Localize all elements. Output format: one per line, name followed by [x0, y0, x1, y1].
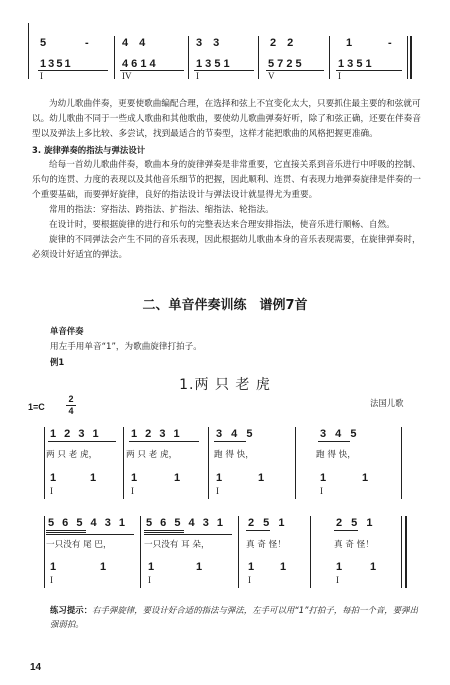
paragraph: 旋律的不同弹法会产生不同的音乐表现，因此根据幼儿歌曲本身的音乐表现需要，在旋律弹奏时，必须设计好适宜的弹法。 — [32, 235, 421, 260]
paragraph: 为幼儿歌曲伴奏，更要使歌曲编配合理，在选择和弦上不宜变化太大，只要抓住最主要的和弦就可以。幼儿歌曲不同于一些成人歌曲和其他歌曲，要使幼儿歌曲弹奏好听，除了和弦正确，还要在伴奏音型以及弹法上多比较、多尝试，找到最适合的节奏型，这样才能把歌曲的风格把握更准确。 — [32, 99, 421, 139]
bass-note: 1 — [248, 561, 255, 573]
sub-heading: 单音伴奏 — [50, 326, 84, 336]
melody-note: - — [85, 37, 89, 49]
lyric: 跑 得 快， — [316, 450, 356, 460]
composer: 法国儿歌 — [370, 398, 404, 408]
melody-note: 4 4 — [122, 37, 146, 49]
lyric: 一只没有 耳 朵， — [144, 540, 210, 550]
section-title: 二、单音伴奏训练 谱例7首 — [142, 298, 308, 313]
melody-note: 2 5 1 — [248, 517, 285, 529]
bass-notes: 1 3 5 1 — [40, 58, 71, 70]
bass-note: 1 — [50, 472, 57, 484]
melody-note: 1 2 3 1 — [131, 428, 180, 440]
bass-notes: 5 7 2 5 — [268, 58, 302, 70]
bass-note: 1 — [336, 561, 343, 573]
melody-note: 2 2 — [270, 37, 294, 49]
bass-note: 1 — [362, 472, 369, 484]
melody-note: 2 5 1 — [336, 517, 373, 529]
chord-symbol: I — [50, 575, 53, 585]
page-number: 14 — [30, 662, 42, 673]
lyric: 两 只 老 虎， — [46, 450, 98, 460]
bass-note: 1 — [100, 561, 107, 573]
song-title: 1.两 只 老 虎 — [179, 377, 271, 393]
melody-note: - — [388, 37, 392, 49]
lyric: 跑 得 快， — [214, 450, 254, 460]
bass-notes: 1 3 5 1 — [196, 58, 230, 70]
lyric: 真 奇 怪！ — [246, 540, 286, 550]
bass-note: 1 — [131, 472, 138, 484]
bass-note: 1 — [174, 472, 181, 484]
paragraph: 给每一首幼儿歌曲伴奏，歌曲本身的旋律弹奏是非常重要，它直接关系到音乐进行中呼吸的控制、乐句的连贯、力度的表现以及其他音乐细节的把握，因此顺利、连贯、有表现力地弹奏旋律是伴奏的一个重要基础，而要弹好旋律，良好的指法设计与弹法设计就显得尤为重要。 — [32, 160, 421, 200]
time-signature: 2 4 — [66, 395, 76, 416]
paragraph: 常用的指法：穿指法、跨指法、扩指法、缩指法、轮指法。 — [49, 205, 274, 215]
chord-symbol: I — [338, 71, 341, 81]
bass-notes: 1 3 5 1 — [338, 58, 372, 70]
tip-label: 练习提示： — [50, 605, 93, 615]
bass-note: 1 — [320, 472, 327, 484]
bass-note: 1 — [280, 561, 287, 573]
chord-symbol: I — [131, 486, 134, 496]
chord-symbol: I — [320, 486, 323, 496]
tip-text: 右手弹旋律，要设计好合适的指法与弹法，左手可以用“1”打拍子，每拍一个音，要弹出强弱拍。 — [50, 605, 419, 629]
chord-symbol: I — [248, 575, 251, 585]
paragraph: 在设计时，要根据旋律的进行和乐句的完整表达来合理安排指法，使音乐进行顺畅、自然。 — [49, 220, 395, 230]
chord-symbol: I — [196, 71, 199, 81]
bass-note: 1 — [258, 472, 265, 484]
chord-symbol: V — [268, 71, 275, 81]
melody-note: 3 3 — [196, 37, 220, 49]
bass-note: 1 — [50, 561, 57, 573]
melody-note: 5 6 5 4 3 1 — [48, 517, 125, 529]
bass-note: 1 — [216, 472, 223, 484]
chord-symbol: I — [336, 575, 339, 585]
chord-symbol: I — [148, 575, 151, 585]
lyric: 两 只 老 虎， — [126, 450, 178, 460]
example-label: 例1 — [50, 357, 65, 367]
chord-symbol: IV — [122, 71, 132, 81]
bass-notes: 4 6 1 4 — [122, 58, 156, 70]
chord-symbol: I — [50, 486, 53, 496]
melody-note: 1 — [346, 37, 353, 49]
section-heading: 3. 旋律弹奏的指法与弹法设计 — [32, 145, 146, 155]
bass-note: 1 — [370, 561, 377, 573]
bass-note: 1 — [90, 472, 97, 484]
chord-symbol: I — [40, 71, 43, 81]
key-signature: 1=C — [28, 402, 45, 412]
melody-note: 3 4 5 — [320, 428, 357, 440]
lyric: 真 奇 怪！ — [334, 540, 374, 550]
melody-note: 5 — [40, 37, 47, 49]
practice-tip — [50, 603, 422, 631]
bass-note: 1 — [148, 561, 155, 573]
lyric: 一只没有 尾 巴， — [46, 540, 112, 550]
bass-note: 1 — [196, 561, 203, 573]
chord-symbol: I — [216, 486, 219, 496]
melody-note: 3 4 5 — [216, 428, 253, 440]
sub-text: 用左手用单音“1”，为歌曲旋律打拍子。 — [50, 342, 202, 352]
melody-note: 1 2 3 1 — [50, 428, 99, 440]
melody-note: 5 6 5 4 3 1 — [146, 517, 223, 529]
